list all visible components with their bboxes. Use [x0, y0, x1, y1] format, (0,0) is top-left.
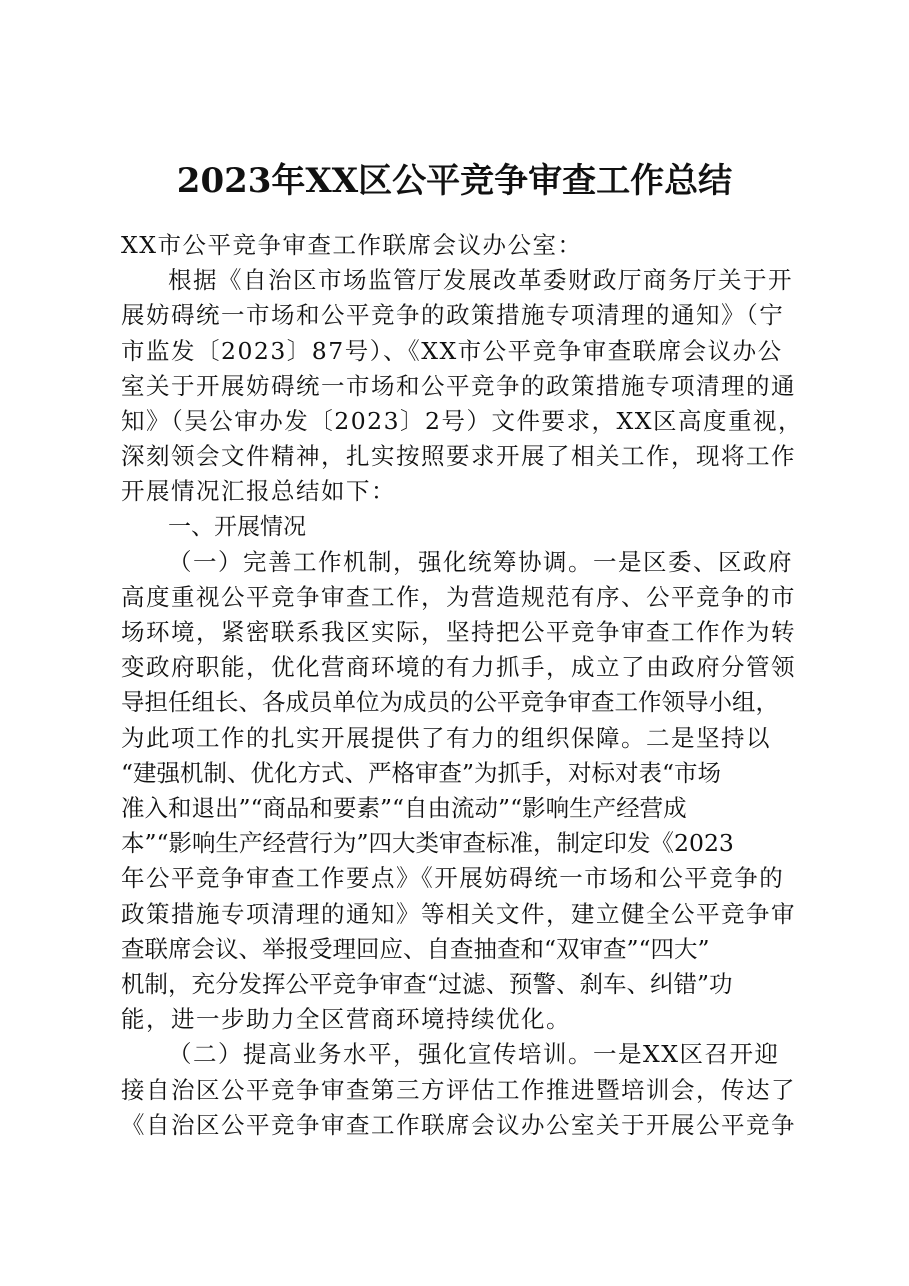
paragraph-line: 根据《自治区市场监管厅发展改革委财政厅商务厅关于开 — [168, 266, 793, 295]
paragraph-line: 《自治区公平竞争审查工作联席会议办公室关于开展公平竞争 — [121, 1110, 796, 1139]
paragraph-line: 为此项工作的扎实开展提供了有力的组织保障。二是坚持以 — [121, 723, 771, 752]
paragraph-line: 本”“影响生产经营行为”四大类审查标准，制定印发《2023 — [121, 829, 734, 858]
paragraph-line: 机制，充分发挥公平竞争审查“过滤、预警、刹车、纠错”功 — [121, 969, 733, 998]
paragraph-line: 展妨碍统一市场和公平竞争的政策措施专项清理的通知》（宁 — [121, 301, 785, 330]
paragraph-line: 政策措施专项清理的通知》等相关文件，建立健全公平竞争审 — [121, 899, 796, 928]
paragraph-line: 年公平竞争审查工作要点》《开展妨碍统一市场和公平竞争的 — [121, 864, 785, 893]
paragraph-line: （一）完善工作机制，强化统筹协调。一是区委、区政府 — [168, 547, 793, 576]
paragraph-line: 开展情况汇报总结如下： — [121, 477, 396, 506]
paragraph-line: 知》（吴公审办发〔2023〕2号）文件要求，XX区高度重视， — [121, 406, 803, 435]
paragraph-line: 导担任组长、各成员单位为成员的公平竞争审查工作领导小组， — [121, 688, 779, 717]
paragraph-line: 能，进一步助力全区营商环境持续优化。 — [121, 1005, 571, 1034]
paragraph-line: （二）提高业务水平，强化宣传培训。一是XX区召开迎 — [168, 1040, 780, 1069]
paragraph-line: 变政府职能，优化营商环境的有力抓手，成立了由政府分管领 — [121, 653, 796, 682]
paragraph-line: 查联席会议、举报受理回应、自查抽查和“双审查”“四大” — [121, 934, 710, 963]
paragraph-line: 接自治区公平竞争审查第三方评估工作推进暨培训会，传达了 — [121, 1075, 796, 1104]
section-heading: 一、开展情况 — [168, 513, 306, 540]
paragraph-line: 室关于开展妨碍统一市场和公平竞争的政策措施专项清理的通 — [121, 371, 796, 400]
paragraph-line: 深刻领会文件精神，扎实按照要求开展了相关工作，现将工作 — [121, 442, 796, 471]
addressee-line: XX市公平竞争审查工作联席会议办公室： — [121, 231, 583, 259]
paragraph-line: 市监发〔2023〕87号）、《XX市公平竞争审查联席会议办公 — [121, 336, 783, 365]
document-body — [121, 228, 811, 1143]
paragraph-line: 场环境，紧密联系我区实际，坚持把公平竞争审查工作作为转 — [121, 618, 796, 647]
paragraph-line: 高度重视公平竞争审查工作，为营造规范有序、公平竞争的市 — [121, 582, 796, 611]
paragraph-line: “建强机制、优化方式、严格审查”为抓手，对标对表“市场 — [121, 758, 722, 787]
paragraph-line: 准入和退出”“商品和要素”“自由流动”“影响生产经营成 — [121, 794, 687, 822]
document-title: 2023年XX区公平竞争审查工作总结 — [176, 161, 733, 201]
